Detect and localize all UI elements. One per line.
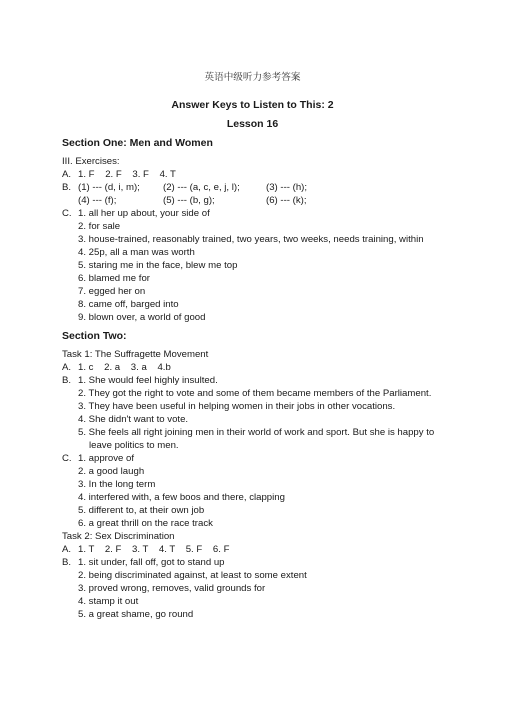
t1-b-item-continued: leave politics to men. <box>89 440 179 451</box>
chinese-header: 英语中级听力参考答案 <box>204 72 301 83</box>
t1-c-item: 6. a great thrill on the race track <box>78 518 213 529</box>
t2-b-label: B. <box>62 557 72 568</box>
t1-c-item: 2. a good laugh <box>78 466 145 477</box>
t2-b-item: 4. stamp it out <box>78 596 139 607</box>
s1-b-item: (3) --- (h); <box>266 182 308 193</box>
t1-c-label: C. <box>62 453 72 464</box>
s1-c-item: 1. all her up about, your side of <box>78 208 210 219</box>
t1-a-answers: 1. c 2. a 3. a 4.b <box>78 362 171 373</box>
section-one-heading: Section One: Men and Women <box>62 137 213 149</box>
s1-b-item: (6) --- (k); <box>266 195 307 206</box>
t2-b-item: 5. a great shame, go round <box>78 609 194 620</box>
s1-c-item: 9. blown over, a world of good <box>78 312 206 323</box>
t1-b-label: B. <box>62 375 72 386</box>
document-title: Answer Keys to Listen to This: 2 <box>171 99 334 111</box>
s1-b-label: B. <box>62 182 72 193</box>
s1-b-item: (5) --- (b, g); <box>163 195 215 206</box>
t2-a-label: A. <box>62 544 72 555</box>
s1-a-answers: 1. F 2. F 3. F 4. T <box>78 169 176 180</box>
t2-a-answers: 1. T 2. F 3. T 4. T 5. F 6. F <box>78 544 230 555</box>
t1-c-item: 4. interfered with, a few boos and there, clapping <box>78 492 285 503</box>
s1-c-item: 7. egged her on <box>78 286 146 297</box>
s1-b-item: (2) --- (a, c, e, j, l); <box>163 182 240 193</box>
s1-c-item: 3. house-trained, reasonably trained, two years, two weeks, needs training, within <box>78 234 424 245</box>
s1-b-item: (1) --- (d, i, m); <box>78 182 140 193</box>
exercises-label: III. Exercises: <box>62 156 120 167</box>
s1-c-item: 8. came off, barged into <box>78 299 179 310</box>
t1-c-item: 1. approve of <box>78 453 135 464</box>
s1-c-label: C. <box>62 208 72 219</box>
s1-c-item: 5. staring me in the face, blew me top <box>78 260 238 271</box>
t1-b-item: 1. She would feel highly insulted. <box>78 375 218 386</box>
t1-c-item: 3. In the long term <box>78 479 156 490</box>
t2-b-item: 1. sit under, fall off, got to stand up <box>78 557 225 568</box>
t1-b-item: 2. They got the right to vote and some of them became members of the Parliament. <box>78 388 432 399</box>
t1-b-item: 5. She feels all right joining men in their world of work and sport. But she is happy to <box>78 427 435 438</box>
s1-c-item: 4. 25p, all a man was worth <box>78 247 195 258</box>
s1-b-item: (4) --- (f); <box>78 195 117 206</box>
task2-title: Task 2: Sex Discrimination <box>62 531 175 542</box>
lesson-title: Lesson 16 <box>226 118 279 130</box>
task1-title: Task 1: The Suffragette Movement <box>62 349 209 360</box>
t2-b-item: 2. being discriminated against, at least to some extent <box>78 570 307 581</box>
s1-a-label: A. <box>62 169 72 180</box>
section-two-heading: Section Two: <box>62 330 127 342</box>
t1-b-item: 4. She didn't want to vote. <box>78 414 189 425</box>
t1-c-item: 5. different to, at their own job <box>78 505 205 516</box>
s1-c-item: 2. for sale <box>78 221 121 232</box>
s1-c-item: 6. blamed me for <box>78 273 150 284</box>
t1-b-item: 3. They have been useful in helping women in their jobs in other vocations. <box>78 401 396 412</box>
t1-a-label: A. <box>62 362 72 373</box>
t2-b-item: 3. proved wrong, removes, valid grounds for <box>78 583 266 594</box>
